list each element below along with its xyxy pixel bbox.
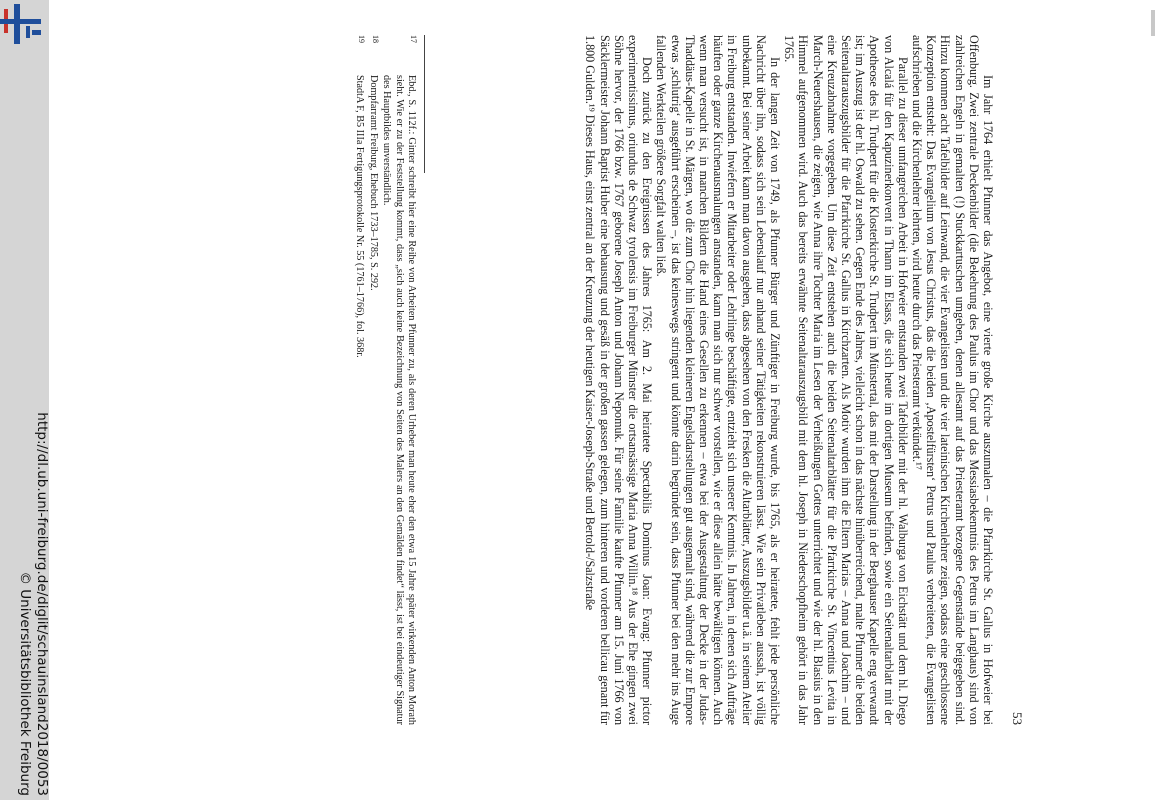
- footnote-rule: [424, 35, 425, 173]
- footnote-number: 19: [357, 35, 367, 43]
- footnotes: [352, 35, 417, 725]
- document-url[interactable]: http://dl.ub.uni-freiburg.de/diglit/schauinsland2018/0053: [34, 412, 50, 796]
- viewer-corner-marker: [1151, 10, 1155, 36]
- page-number: 53: [1010, 712, 1025, 725]
- footnote: [353, 35, 365, 725]
- footnote-number: 17: [409, 35, 418, 43]
- footnote-text: StadtA F, B5 IIIa Fertigungsprotokolle Nr. 55 (1761–1766), fol. 368r.: [354, 75, 366, 358]
- footnote: [380, 35, 417, 725]
- paragraph: Im Jahr 1764 erhielt Pfunner das Angebot, eine vierte große Kirche auszumalen – die Pfarrkirche St. Gallus in Hofweier bei Offenburg. Zwei zentrale Deckenbilder (die Bekehrung des Paulus im Chor und das Messiasbekenntnis des Petrus im Langhaus) sind von zahlreichen Engeln in gemalten (!) Stuckkartuschen umgeben, denen allesamt auf das Priesteramt bezogene Gegenstände beigegeben sind. Hinzu kommen acht Tafelbilder auf Leinwand, die vier Evangelisten und die vier lateinischen Kirchenlehrer zeigen, sodass eine geschlossene Konzeption entsteht: Das Evangelium von Jesus Christus, das die beiden ‚Apostelfürsten‘ Petrus und Paulus verbreiteten, die Evangelisten aufschrieben und die Kirchenlehrer lehrten, wird heute durch das Priesteramt verkündet.¹⁷: [909, 35, 995, 725]
- footnote-number: 18: [370, 35, 380, 43]
- paragraph: In der langen Zeit von 1749, als Pfunner Bürger und Zünftiger in Freiburg wurde, bis 1765, als er heiratete, fehlt jede persönliche Nachricht über ihn, sodass sich sein Lebenslauf nur anhand seiner Tätigkeiten rekonstruieren lässt. Wie sein Privatleben aussah, ist völlig unbekannt. Bei seiner Arbeit kann man davon ausgehen, dass abgesehen von den Fresken die Altarblätter, Auszugsbilder u.ä. in seinem Atelier in Freiburg entstanden. Inwiefern er Mitarbeiter oder Lehrlinge beschäftigte, entzieht sich unserer Kenntnis. In Jahren, in denen sich Aufträge häuften oder ganze Kirchenausmalungen anstanden, kann man sich nur schwer vorstellen, wie er diese allein hätte bewältigen können. Auch wenn man versucht ist, in manchen Bildern die Hand eines Gesellen zu erkennen – etwa bei der Ausgestaltung der Decke in der Judas-Thaddäus-Kapelle in St. Märgen, wo die zum Chor hin liegenden kleineren Engelsdarstellungen gut ausgemalt sind, während die zur Empore etwas ‚schlutrig‘ ausgeführt erscheinen –, ist das keineswegs stringent und könnte darin begründet sein, dass Pfunner bei den mehr ins Auge fallenden Werkteilen größere Sorgfalt walten ließ.: [654, 35, 782, 725]
- footnote-text: Ebd., S. 112f.: Ginter schreibt hier eine Reihe von Arbeiten Pfunner zu, als deren Urheber man heute eher den etwa 15 Jahre später wirkenden Anton Morath sieht. Wie er zu der Feststellung kommt, dass „sich auch keine Bezeichnung von Seiten des Malers an den Gemälden findet“ lässt, ist bei eindeutiger Signatur des Hauptbildes unverständlich.: [381, 75, 417, 725]
- footnote: [366, 35, 378, 725]
- viewer-sidebar: [0, 0, 49, 800]
- paragraph: Parallel zu dieser umfangreichen Arbeit in Hofweier entstanden zwei Tafelbilder mit der hl. Walburga von Eichstätt und dem hl. Diego von Alcalá für den Kapuzinerkonvent in Thann im Elsass, die sich heute im dortigen Museum befinden, sowie ein Seitenaltarblatt mit der Apotheose des hl. Trudpert für die Klosterkirche St. Trudpert im Münstertal, das mit der Darstellung in der Berghauser Kapelle eng verwandt ist; im Auszug ist der hl. Oswald zu sehen. Gegen Ende des Jahres, vielleicht schon in das nächste hinüberreichend, malte Pfunner die beiden Seitenaltarauszugsbilder für die Pfarrkirche St. Gallus in Kirchzarten. Als Motiv wurden ihm die Eltern Marias – Anna und Joachim – und eine Kreuzabnahme vorgegeben. Um diese Zeit entstehen auch die beiden Seitenaltarblätter für die Pfarrkirche St. Vincentius Levita in March-Neuershausen, die zeigen, wie Anna ihre Tochter Maria im Lesen der Verheißungen Gottes unterrichtet und wie der hl. Blasius in den Himmel aufgenommen wird. Auch das bereits erwähnte Seitenaltarauszugsbild mit dem hl. Joseph in Niederschopfheim gehört in das Jahr 1765.: [782, 35, 910, 725]
- copyright-notice: © Universitätsbibliothek Freiburg: [17, 571, 33, 796]
- footnote-text: Dompfarramt Freiburg, Ehebuch 1733–1785, S. 292.: [367, 75, 379, 291]
- body-text: [583, 35, 995, 725]
- paragraph: Doch zurück zu den Ereignissen des Jahres 1765: Am 2. Mai heiratete Spectabilis Dominus Joan: Evang: Pfunner pictor experimentissimus, oriundus de Schwaz tyrolensis im Freiburger Münster die ortsansässige Maria Anna Willin.¹⁸ Aus der Ehe gingen zwei Söhne hervor, der 1766 bzw. 1767 geborene Joseph Anton und Johann Nepomuk. Für seine Familie kaufte Pfunner am 15. Juni 1766 von Säcklermeister Johann Baptist Huber eine behausung und gesäß in der großen gassen gelegen, zum hinteren und vorderen bellicau genant für 1.800 Gulden.¹⁹ Dieses Haus, einst zentral an der Kreuzung der heutigen Kaiser-Joseph-Straße und Bertold-/Salzstraße: [583, 35, 655, 725]
